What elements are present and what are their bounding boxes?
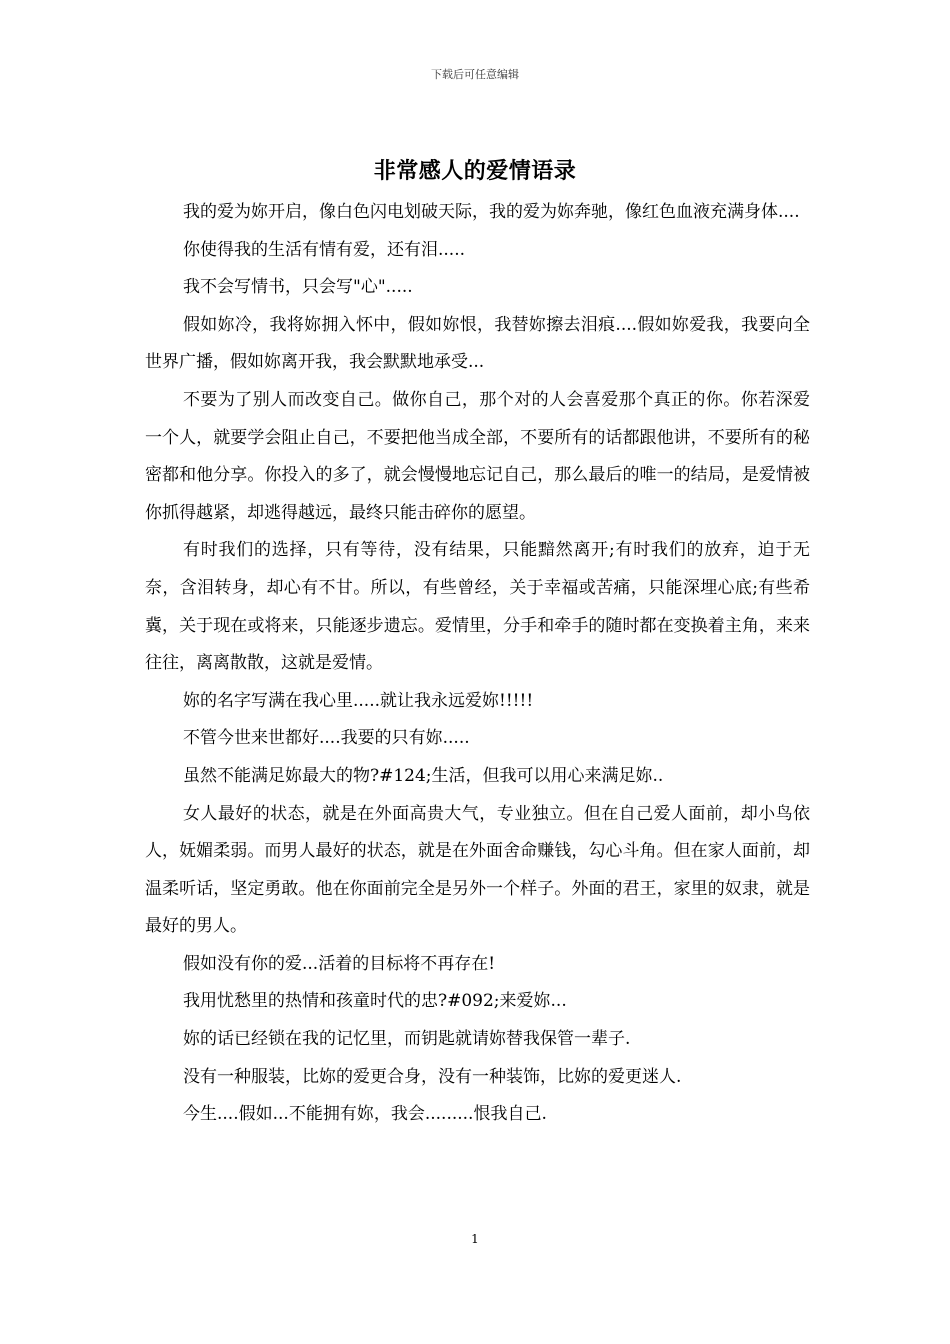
- paragraph: 我的爱为妳开启，像白色闪电划破天际，我的爱为妳奔驰，像红色血液充满身体....: [183, 202, 800, 222]
- document-title: 非常感人的爱情语录: [373, 159, 577, 184]
- paragraph: 我不会写情书，只会写"心".....: [183, 277, 413, 298]
- document-body: [145, 194, 810, 1134]
- paragraph: 不管今世来世都好....我要的只有妳.....: [183, 728, 470, 749]
- paragraph: 虽然不能满足妳最大的物?#124;生活，但我可以用心来满足妳..: [183, 765, 664, 786]
- page-header: 下载后可任意编辑: [431, 68, 519, 81]
- page-number: 1: [471, 1232, 479, 1246]
- paragraph: 女人最好的状态，就是在外面高贵大气，专业独立。但在自己爱人面前，却小鸟依人，妩媚柔弱。而男人最好的状态，就是在外面舍命赚钱，勾心斗角。但在家人面前，却温柔听话，坚定勇敢。他在你面前完全是另外一个样子。外面的君王，家里的奴隶，就是最好的男人。: [145, 803, 810, 937]
- paragraph: 妳的名字写满在我心里.....就让我永远爱妳!!!!!: [183, 690, 534, 711]
- paragraph: 今生....假如...不能拥有妳，我会.........恨我自己.: [183, 1104, 547, 1125]
- paragraph: 你使得我的生活有情有爱，还有泪.....: [183, 239, 466, 260]
- paragraph: 有时我们的选择，只有等待，没有结果，只能黯然离开;有时我们的放弃，迫于无奈，含泪转身，却心有不甘。所以，有些曾经，关于幸福或苦痛，只能深埋心底;有些希冀，关于现在或将来，只能逐步遗忘。爱情里，分手和牵手的随时都在变换着主角，来来往往，离离散散，这就是爱情。: [145, 540, 810, 674]
- paragraph: 妳的话已经锁在我的记忆里，而钥匙就请妳替我保管一辈子.: [183, 1029, 631, 1050]
- paragraph: 我用忧愁里的热情和孩童时代的忠?#092;来爱妳...: [183, 991, 567, 1012]
- paragraph: 假如没有你的爱...活着的目标将不再存在!: [183, 953, 496, 974]
- paragraph: 假如妳冷，我将妳拥入怀中，假如妳恨，我替妳擦去泪痕....假如妳爱我，我要向全世界广播，假如妳离开我，我会默默地承受...: [145, 314, 810, 373]
- paragraph: 不要为了别人而改变自己。做你自己，那个对的人会喜爱那个真正的你。你若深爱一个人，就要学会阻止自己，不要把他当成全部，不要所有的话都跟他讲，不要所有的秘密都和他分享。你投入的多了，就会慢慢地忘记自己，那么最后的唯一的结局，是爱情被你抓得越紧，却逃得越远，最终只能击碎你的愿望。: [145, 389, 810, 523]
- paragraph: 没有一种服装，比妳的爱更合身，没有一种装饰，比妳的爱更迷人.: [183, 1066, 682, 1087]
